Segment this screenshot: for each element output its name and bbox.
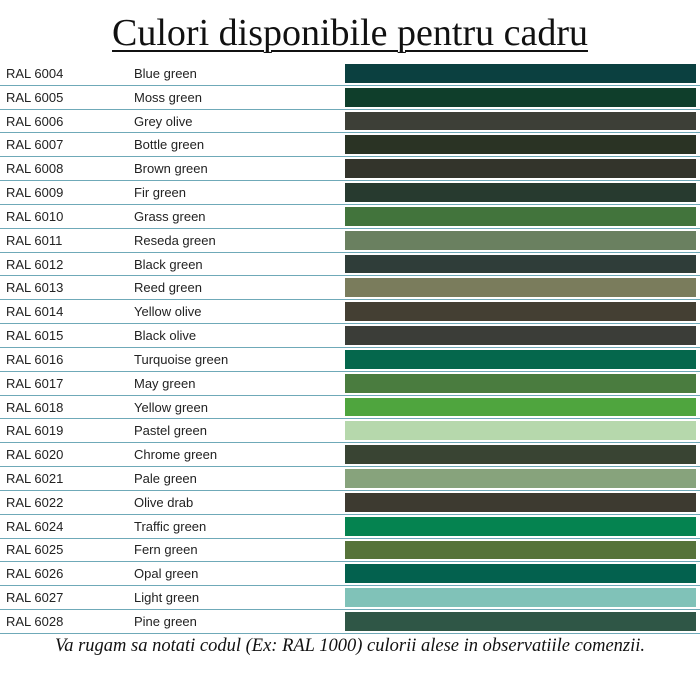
color-row [0,467,700,491]
color-row [0,86,700,110]
ral-code: RAL 6014 [6,304,64,320]
color-row [0,181,700,205]
color-name: Moss green [134,89,202,105]
color-row [0,348,700,372]
color-swatch [345,398,696,417]
color-swatch [345,302,696,321]
color-swatch [345,445,696,464]
color-swatch [345,493,696,512]
color-swatch [345,541,696,560]
color-name: Opal green [134,566,199,582]
page-title: Culori disponibile pentru cadru [112,12,588,54]
ral-code: RAL 6011 [6,232,63,248]
ral-code: RAL 6028 [6,613,64,629]
color-row [0,610,700,634]
color-row [0,419,700,443]
ral-code: RAL 6013 [6,280,64,296]
color-row [0,396,700,420]
color-row [0,229,700,253]
color-name: Black green [134,256,203,272]
ral-code: RAL 6005 [6,89,64,105]
ral-code: RAL 6009 [6,185,64,201]
color-swatch [345,374,696,393]
ral-code: RAL 6018 [6,399,64,415]
ral-code: RAL 6004 [6,65,64,81]
color-name: Olive drab [134,494,194,510]
color-swatch [345,278,696,297]
color-name: Black olive [134,328,197,344]
ral-code: RAL 6019 [6,423,64,439]
ral-code: RAL 6026 [6,566,64,582]
color-name: Yellow green [134,399,208,415]
color-name: Grass green [134,208,206,224]
color-name: Brown green [134,161,208,177]
ral-code: RAL 6022 [6,494,64,510]
ral-code: RAL 6012 [6,256,64,272]
color-swatch [345,564,696,583]
color-swatch [345,350,696,369]
color-name: May green [134,375,196,391]
color-swatch [345,421,696,440]
color-swatch [345,326,696,345]
color-row [0,133,700,157]
color-row [0,562,700,586]
color-name: Pine green [134,613,197,629]
ral-code: RAL 6015 [6,328,64,344]
ral-code: RAL 6010 [6,208,64,224]
color-row [0,62,700,86]
color-row [0,491,700,515]
color-name: Turquoise green [134,351,229,367]
color-name: Grey olive [134,113,193,129]
ral-code: RAL 6025 [6,542,64,558]
color-name: Pale green [134,470,197,486]
color-swatch [345,207,696,226]
color-row [0,372,700,396]
color-swatch [345,469,696,488]
color-name: Yellow olive [134,304,202,320]
color-swatch [345,64,696,83]
color-row [0,300,700,324]
color-name: Chrome green [134,447,218,463]
order-note: Va rugam sa notati codul (Ex: RAL 1000) culorii alese in observatiile comenzii. [54,636,646,656]
color-row [0,324,700,348]
ral-code: RAL 6008 [6,161,64,177]
color-swatch [345,183,696,202]
color-row [0,205,700,229]
ral-code: RAL 6017 [6,375,64,391]
color-swatch [345,88,696,107]
color-row [0,539,700,563]
ral-code: RAL 6021 [6,470,64,486]
color-name: Reed green [134,280,202,296]
color-swatch [345,112,696,131]
color-table [0,62,700,634]
color-swatch [345,135,696,154]
color-swatch [345,255,696,274]
color-name: Fern green [134,542,198,558]
ral-code: RAL 6024 [6,518,64,534]
ral-code: RAL 6007 [6,137,64,153]
color-swatch [345,231,696,250]
color-name: Light green [134,590,200,606]
color-swatch [345,517,696,536]
color-row [0,515,700,539]
color-row [0,586,700,610]
color-row [0,157,700,181]
color-name: Bottle green [134,137,205,153]
color-row [0,110,700,134]
ral-code: RAL 6016 [6,351,64,367]
color-swatch [345,612,696,631]
color-name: Fir green [134,185,187,201]
ral-code: RAL 6020 [6,447,64,463]
ral-code: RAL 6006 [6,113,64,129]
color-name: Pastel green [134,423,207,439]
ral-code: RAL 6027 [6,590,64,606]
color-name: Blue green [134,65,197,81]
color-row [0,443,700,467]
color-swatch [345,159,696,178]
color-row [0,276,700,300]
color-row [0,253,700,277]
color-swatch [345,588,696,607]
color-name: Reseda green [134,232,216,248]
color-name: Traffic green [134,518,207,534]
